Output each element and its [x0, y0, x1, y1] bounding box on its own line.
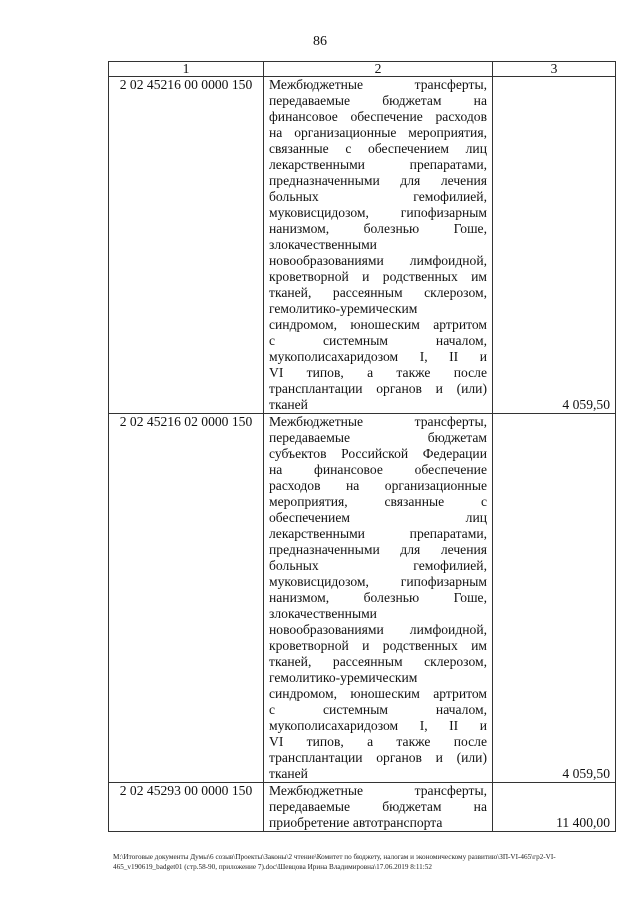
description-line: нанизмом, болезнью Гоше, — [269, 590, 487, 605]
description-line: муковисцидозом, гипофизарным — [269, 205, 487, 220]
description-line: приобретение автотранспорта — [269, 815, 443, 830]
description-line: новообразованиями лимфоидной, — [269, 253, 487, 268]
budget-code: 2 02 45216 02 0000 150 — [109, 414, 264, 783]
budget-code: 2 02 45216 00 0000 150 — [109, 77, 264, 414]
description-line: Межбюджетные трансферты, — [269, 783, 487, 798]
description-line: тканей, рассеянным склерозом, — [269, 654, 487, 669]
budget-code: 2 02 45293 00 0000 150 — [109, 783, 264, 832]
header-col-1: 1 — [109, 62, 264, 77]
budget-table — [108, 61, 616, 832]
description-line: Межбюджетные трансферты, — [269, 77, 487, 92]
description-line: передаваемые бюджетам на — [269, 799, 487, 814]
description-line: злокачественными — [269, 237, 377, 252]
description-line: лекарственными препаратами, — [269, 526, 487, 541]
table-row — [109, 414, 616, 783]
description-line: субъектов Российской Федерации — [269, 446, 487, 461]
description-line: на организационные мероприятия, — [269, 125, 487, 140]
table-row — [109, 77, 616, 414]
header-col-3: 3 — [493, 62, 616, 77]
description-line: передаваемые бюджетам — [269, 430, 487, 445]
description-line: муковисцидозом, гипофизарным — [269, 574, 487, 589]
amount: 11 400,00 — [493, 783, 616, 832]
description-line: кроветворной и родственных им — [269, 269, 487, 284]
description-line: тканей — [269, 766, 308, 781]
description-line: трансплантации органов и (или) — [269, 750, 487, 765]
description-line: синдромом, юношеским артритом — [269, 317, 487, 332]
description — [264, 783, 493, 832]
footer-path-line-1: М:\Итоговые документы Думы\6 созыв\Проекты\Законы\2 чтение\Комитет по бюджету, налогам и экономическому развитию\ЗП-VI-465\гр2-VI- — [113, 853, 556, 861]
description-line: расходов на организационные — [269, 478, 487, 493]
description-line: передаваемые бюджетам на — [269, 93, 487, 108]
description-line: синдромом, юношеским артритом — [269, 686, 487, 701]
footer-path-line-2: 465_v190619_badget01 (стр.58-90, приложение 7).doc\Шевцова Ирина Владимировна\17.06.2019 8:11:52 — [113, 863, 432, 871]
description-line: кроветворной и родственных им — [269, 638, 487, 653]
description-line: больных гемофилией, — [269, 558, 487, 573]
description-line: с системным началом, — [269, 333, 487, 348]
description-line: мукополисахаридозом I, II и — [269, 349, 487, 364]
description-line: нанизмом, болезнью Гоше, — [269, 221, 487, 236]
table-row — [109, 783, 616, 832]
description-line: VI типов, а также после — [269, 365, 487, 380]
description-line: связанные с обеспечением лиц — [269, 141, 487, 156]
description-line: предназначенными для лечения — [269, 173, 487, 188]
description-line: новообразованиями лимфоидной, — [269, 622, 487, 637]
description-line: тканей, рассеянным склерозом, — [269, 285, 487, 300]
description — [264, 414, 493, 783]
description-line: тканей — [269, 397, 308, 412]
table-header-row — [109, 62, 616, 77]
header-col-2: 2 — [264, 62, 493, 77]
description-line: гемолитико-уремическим — [269, 301, 418, 316]
document-footer — [113, 852, 613, 872]
description — [264, 77, 493, 414]
description-line: трансплантации органов и (или) — [269, 381, 487, 396]
description-line: Межбюджетные трансферты, — [269, 414, 487, 429]
description-line: с системным началом, — [269, 702, 487, 717]
description-line: гемолитико-уремическим — [269, 670, 418, 685]
description-line: мероприятия, связанные с — [269, 494, 487, 509]
page-number: 86 — [313, 34, 327, 49]
description-line: VI типов, а также после — [269, 734, 487, 749]
description-line: злокачественными — [269, 606, 377, 621]
table-body — [109, 77, 616, 832]
description-line: больных гемофилией, — [269, 189, 487, 204]
description-line: лекарственными препаратами, — [269, 157, 487, 172]
description-line: на финансовое обеспечение — [269, 462, 487, 477]
amount: 4 059,50 — [493, 77, 616, 414]
description-line: обеспечением лиц — [269, 510, 487, 525]
description-line: финансовое обеспечение расходов — [269, 109, 487, 124]
amount: 4 059,50 — [493, 414, 616, 783]
description-line: мукополисахаридозом I, II и — [269, 718, 487, 733]
description-line: предназначенными для лечения — [269, 542, 487, 557]
